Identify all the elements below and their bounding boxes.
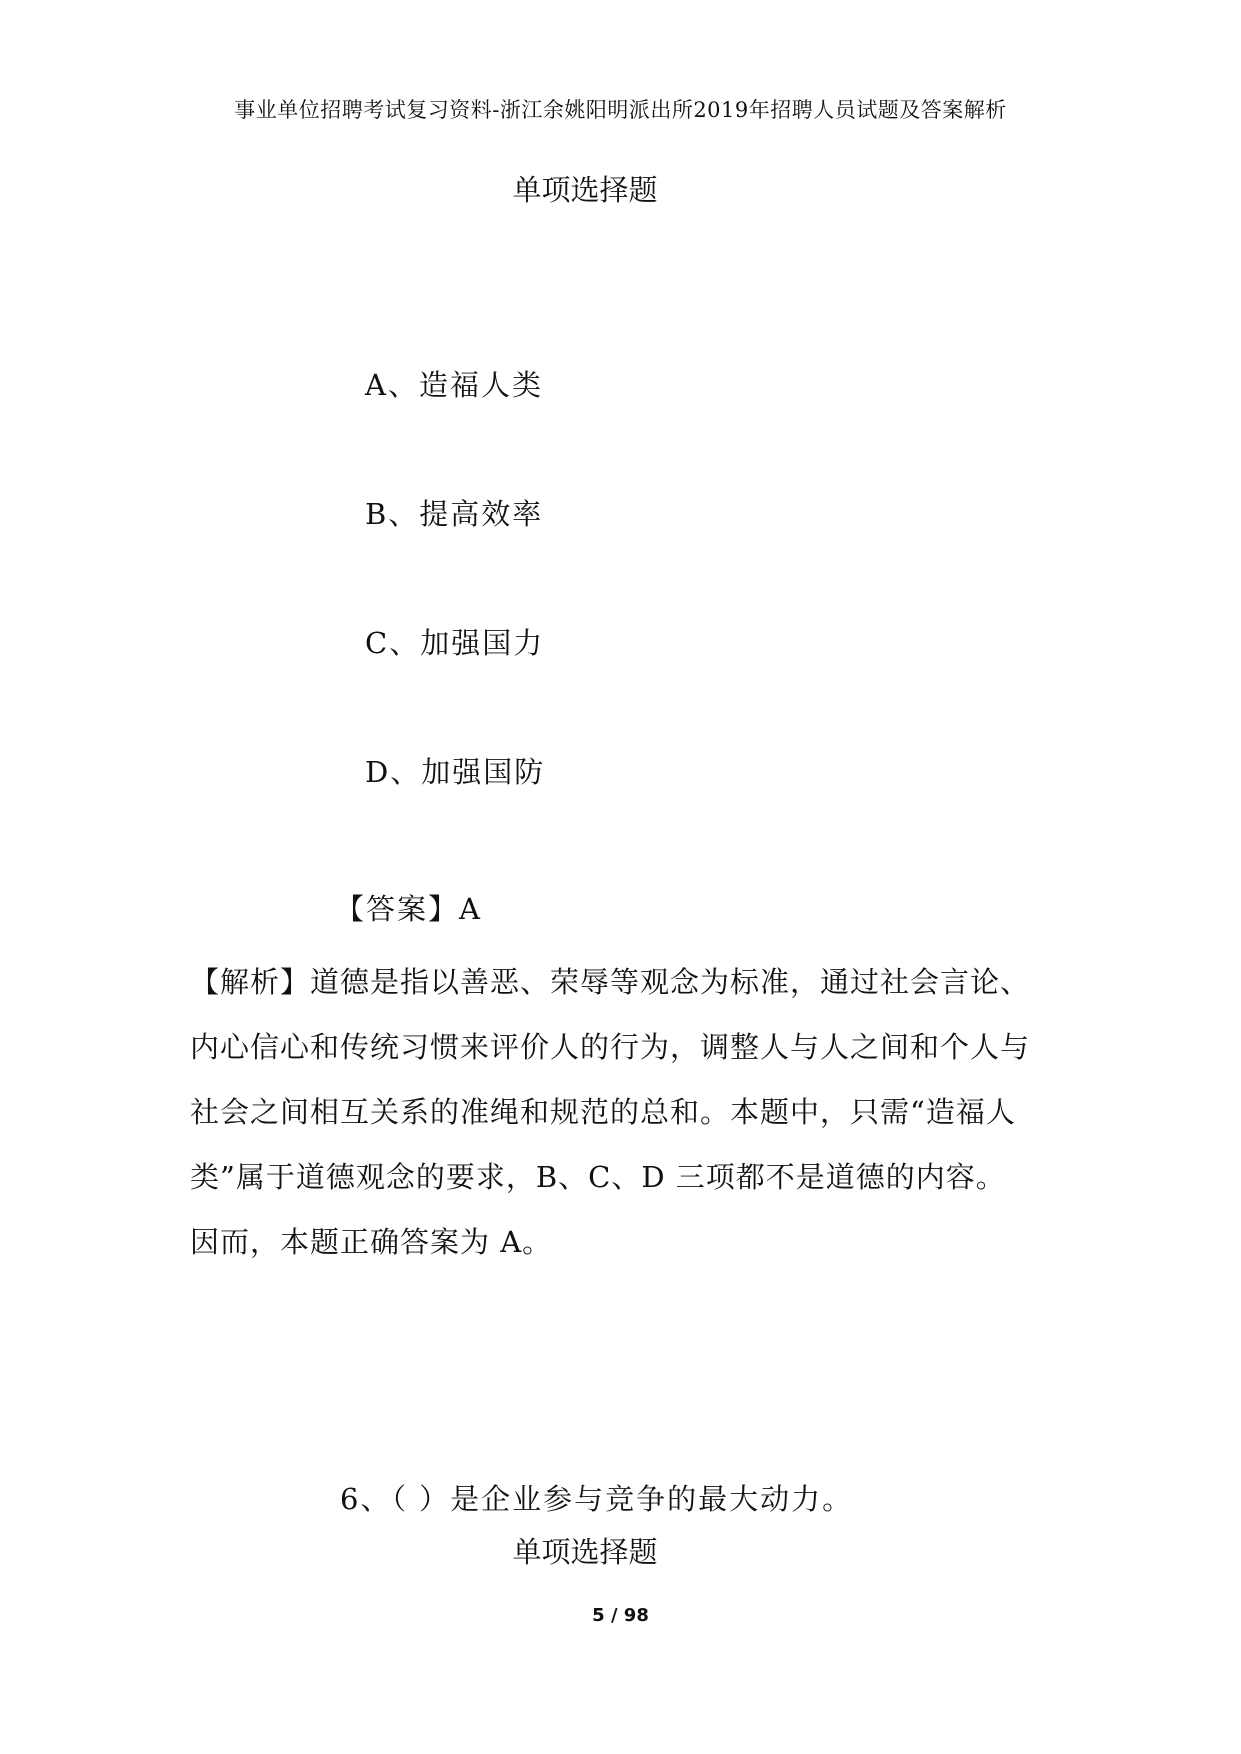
option-d: D、加强国防 [365, 755, 546, 789]
analysis-paragraph: 【解析】道德是指以善恶、荣辱等观念为标准，通过社会言论、 内心信心和传统习惯来评价人的行为，调整人与人之间和个人与 社会之间相互关系的准绳和规范的总和。本题中，只需“造福人 类”属于道德观念的要求，B、C、D 三项都不是道德的内容。 因而，本题正确答案为 A。 [190, 965, 1031, 1259]
question-stem: 6、（ ）是企业参与竞争的最大动力。 [340, 1482, 854, 1516]
option-a: A、造福人类 [365, 368, 543, 402]
page-number: 5 / 98 [592, 1605, 649, 1626]
document-header: 事业单位招聘考试复习资料-浙江余姚阳明派出所2019年招聘人员试题及答案解析 [234, 98, 1007, 122]
question-type-label: 单项选择题 [512, 173, 658, 207]
option-c: C、加强国力 [365, 626, 545, 660]
question-type-label-6: 单项选择题 [512, 1535, 658, 1569]
option-b: B、提高效率 [365, 497, 544, 531]
answer-line: 【答案】A [335, 892, 482, 926]
